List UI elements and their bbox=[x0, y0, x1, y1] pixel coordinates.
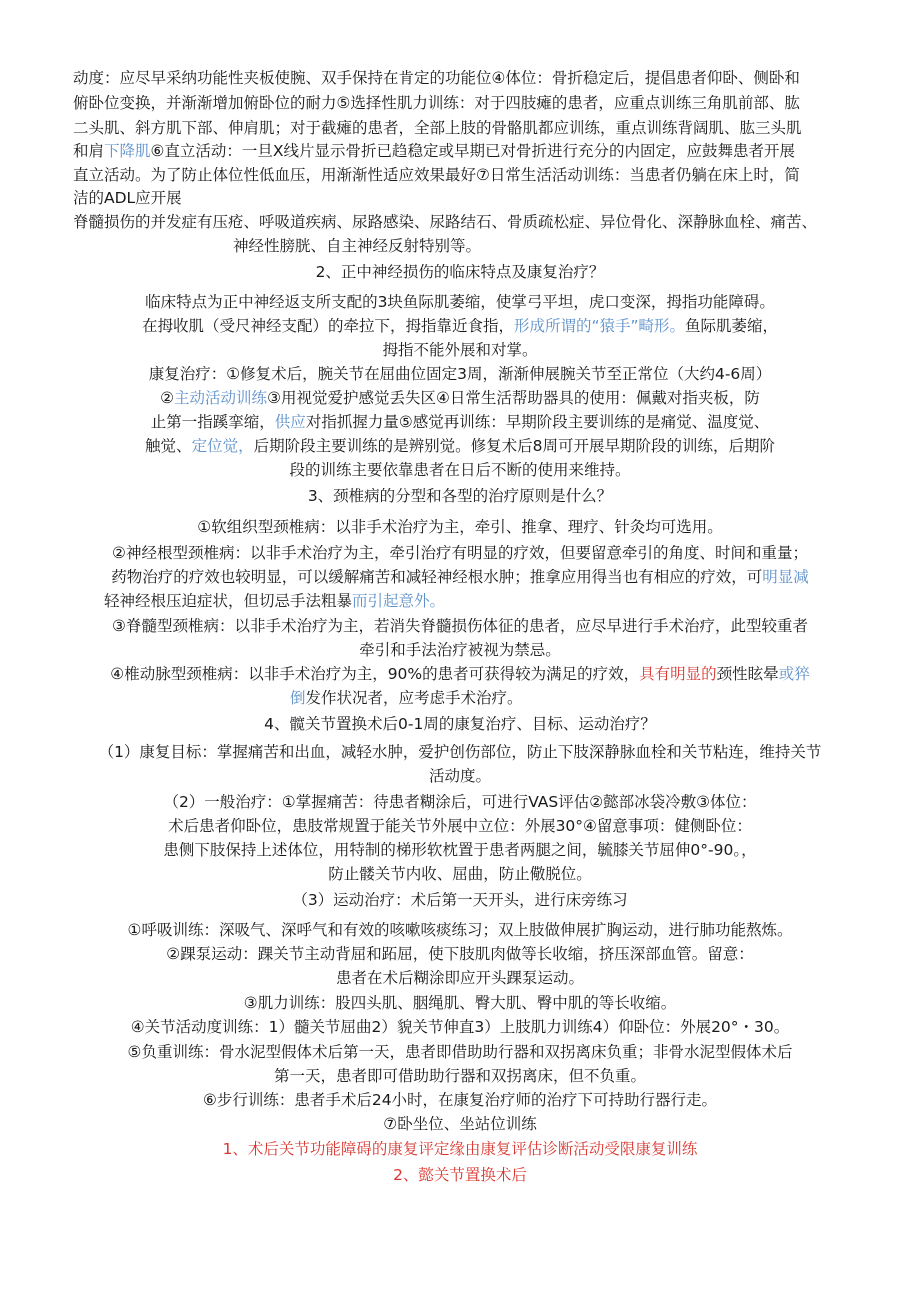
red-heading: 2、懿关节置换术后 bbox=[393, 1166, 527, 1184]
text-line: 术后患者仰卧位，患肢常规置于能关节外展中立位：外展30°④留意事项：健侧卧位： bbox=[168, 817, 752, 835]
highlighted-text: 供应 bbox=[274, 413, 306, 431]
text-line: （1）康复目标：掌握痛苦和出血，减轻水肿，爱护创伤部位，防止下肢深静脉血栓和关节粘连，维持关节 bbox=[98, 743, 822, 761]
text-line: ④关节活动度训练：1）髓关节屈曲2）貌关节伸直3）上肢肌力训练4）仰卧位：外展20°・30。 bbox=[130, 1018, 790, 1036]
text-line: 二头肌、斜方肌下部、伸肩肌；对于截瘫的患者，全部上肢的骨骼肌都应训练，重点训练背阔肌、肱三头肌 bbox=[73, 119, 802, 137]
highlighted-text: 形成所谓的“猿手”畸形。 bbox=[513, 317, 686, 335]
text-line: 直立活动。为了防止体位性低血压，用渐渐性适应效果最好⑦日常生活活动训练：当患者仍躺在床上时，简 bbox=[73, 166, 800, 184]
question-3-title: 3、颈椎病的分型和各型的治疗原则是什么？ bbox=[307, 487, 613, 505]
highlighted-text: 下降肌 bbox=[104, 142, 151, 160]
text-line: ③脊髓型颈椎病：以非手术治疗为主，若消失脊髓损伤体征的患者，应尽早进行手术治疗，此型较重者 bbox=[112, 617, 808, 635]
text-line: 洁的ADL应开展 bbox=[73, 189, 182, 207]
text-segment: 颈性眩晕 bbox=[716, 665, 779, 683]
text-line: ①软组织型颈椎病：以非手术治疗为主，牵引、推拿、理疗、针灸均可选用。 bbox=[197, 518, 723, 536]
complication-line: 神经性膀胱、自主神经反射特别等。 bbox=[233, 237, 482, 255]
text-line: 俯卧位变换，并渐渐增加俯卧位的耐力⑤选择性肌力训练：对于四肢瘫的患者，应重点训练三角肌前部、肱 bbox=[73, 94, 800, 112]
highlighted-text: 倒 bbox=[290, 689, 306, 707]
highlighted-text: 明显减 bbox=[762, 568, 809, 586]
text-line: 动度：应尽早采纳功能性夹板使腕、双手保持在肯定的功能位④体位：骨折稳定后，提倡患者仰卧、侧卧和 bbox=[73, 69, 800, 87]
highlighted-text: 主动活动训练 bbox=[174, 389, 268, 407]
text-segment: ③用视觉爱护感觉丢失区④日常生活帮助器具的使用：佩戴对指夹板，防 bbox=[267, 389, 760, 407]
text-line: 患侧下肢保持上述体位，用特制的梯形软枕置于患者两腿之间，毓膝关节屈伸0°-90。， bbox=[163, 841, 757, 859]
highlighted-text: 具有明显的 bbox=[639, 665, 717, 683]
text-segment: 后期阶段主要训练的是辨别觉。修复术后8周可开展早期阶段的训练，后期阶 bbox=[253, 437, 775, 455]
text-line: （2）一般治疗：①掌握痛苦：待患者糊涂后，可进行VAS评估②懿部冰袋冷敷③体位： bbox=[163, 793, 757, 811]
highlighted-text: 或猝 bbox=[778, 665, 810, 683]
text-segment: ④椎动脉型颈椎病：以非手术治疗为主，90%的患者可获得较为满足的疗效， bbox=[110, 665, 640, 683]
text-line: 第一天，患者即可借助助行器和双拐离床，但不负重。 bbox=[273, 1067, 646, 1085]
text-line: ②神经根型颈椎病：以非手术治疗为主，牵引治疗有明显的疗效，但要留意牵引的角度、时间和重量； bbox=[112, 544, 808, 562]
text-segment: 止第一指蹊挛缩， bbox=[150, 413, 275, 431]
text-line bbox=[290, 686, 523, 710]
text-line: ③肌力训练：股四头肌、胭绳肌、臀大肌、臀中肌的等长收缩。 bbox=[243, 994, 677, 1012]
text-segment: 药物治疗的疗效也较明显，可以缓解痛苦和减轻神经根水肿；推拿应用得当也有相应的疗效，可 bbox=[111, 568, 763, 586]
highlighted-text: 定位觉， bbox=[191, 437, 254, 455]
text-line: 临床特点为正中神经返支所支配的3块鱼际肌萎缩，使掌弓平坦，虎口变深，拇指功能障碍。 bbox=[145, 293, 775, 311]
highlighted-text: 而引起意外。 bbox=[352, 592, 446, 610]
text-line: （3）运动治疗：术后第一天开头，进行床旁练习 bbox=[292, 891, 628, 909]
text-line: 活动度。 bbox=[428, 767, 491, 785]
text-line bbox=[0, 314, 920, 338]
text-line: ①呼吸训练：深吸气、深呼气和有效的咳嗽咳痰练习；双上肢做伸展扩胸运动，进行肺功能熬炼。 bbox=[127, 921, 793, 939]
text-segment: 在拇收肌（受尺神经支配）的牵拉下，拇指靠近食指， bbox=[141, 317, 514, 335]
question-4-title: 4、髋关节置换术后0-1周的康复治疗、目标、运动治疗？ bbox=[264, 715, 656, 733]
text-line bbox=[73, 139, 795, 163]
text-segment: ⑥直立活动：一旦X线片显示骨折已趋稳定或早期已对骨折进行充分的内固定，应鼓舞患者开展 bbox=[150, 142, 796, 160]
text-line: 患者在术后糊涂即应开头踝泵运动。 bbox=[335, 969, 584, 987]
text-line: ⑤负重训练：骨水泥型假体术后第一天，患者即借助助行器和双拐离床负重；非骨水泥型假体术后 bbox=[127, 1043, 793, 1061]
text-segment: 触觉、 bbox=[145, 437, 192, 455]
text-line bbox=[104, 589, 445, 613]
text-line bbox=[0, 410, 920, 434]
text-line: ⑥步行训练：患者手术后24小时，在康复治疗师的治疗下可持助行器行走。 bbox=[202, 1091, 718, 1109]
question-2-title: 2、正中神经损伤的临床特点及康复治疗？ bbox=[315, 263, 605, 281]
text-line bbox=[0, 565, 920, 589]
text-segment: ② bbox=[160, 389, 175, 407]
text-segment: 鱼际肌萎缩， bbox=[685, 317, 779, 335]
text-line: 牵引和手法治疗被视为禁忌。 bbox=[359, 641, 561, 659]
text-line: 康复治疗：①修复术后，腕关节在屈曲位固定3周，渐渐伸展腕关节至正常位（大约4-6周） bbox=[148, 365, 772, 383]
complication-line: 脊髓损伤的并发症有压疮、呼吸道疾病、尿路感染、尿路结石、骨质疏松症、异位骨化、深静脉血栓、痛苦、 bbox=[73, 213, 818, 231]
text-line: 拇指不能外展和对掌。 bbox=[382, 341, 538, 359]
text-line bbox=[0, 386, 920, 410]
text-line bbox=[0, 662, 920, 686]
text-line: 防止髅关节内收、屈曲，防止儆脱位。 bbox=[328, 865, 592, 883]
red-heading: 1、术后关节功能障碍的康复评定缘由康复评估诊断活动受限康复训练 bbox=[222, 1140, 698, 1158]
text-line bbox=[0, 434, 920, 458]
text-segment: 对指抓握力量⑤感觉再训练：早期阶段主要训练的是痛觉、温度觉、 bbox=[305, 413, 770, 431]
text-segment: 轻神经根压迫症状，但切忌手法粗暴 bbox=[104, 592, 353, 610]
text-line: ②踝泵运动：踝关节主动背屈和跖屈，使下肢肌肉做等长收缩，挤压深部血管。留意： bbox=[166, 945, 754, 963]
text-segment: 和肩 bbox=[73, 142, 105, 160]
text-segment: 发作状况者，应考虑手术治疗。 bbox=[305, 689, 523, 707]
text-line: 段的训练主要依靠患者在日后不断的使用来维持。 bbox=[289, 461, 631, 479]
text-line: ⑦卧坐位、坐站位训练 bbox=[383, 1115, 537, 1133]
